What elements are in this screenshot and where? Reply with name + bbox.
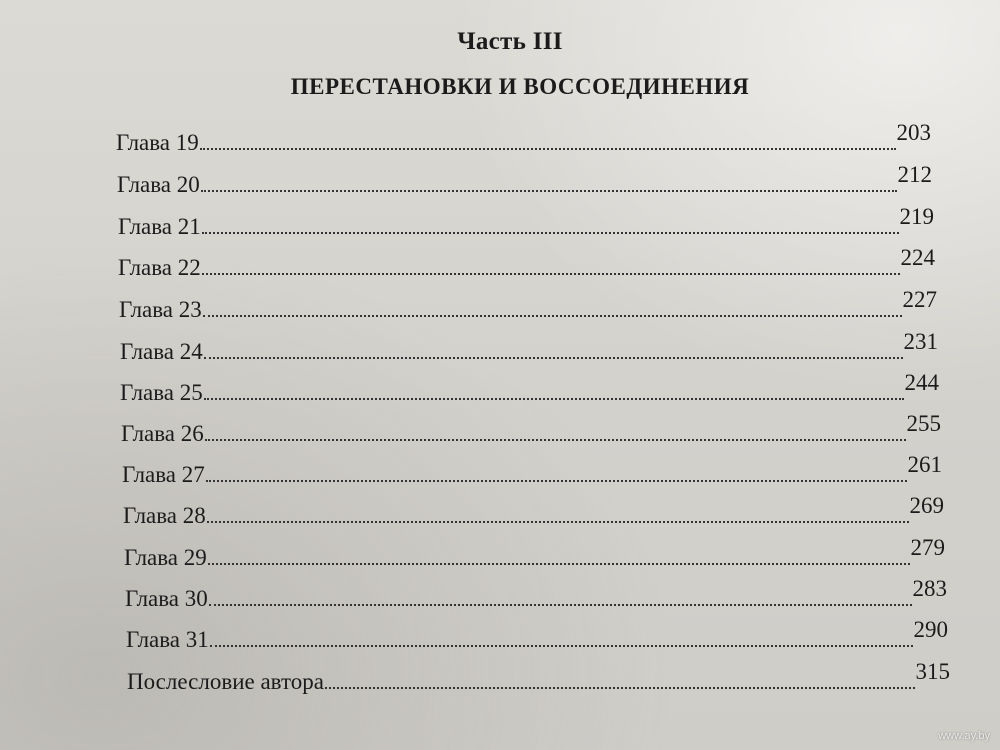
toc-entry: [120, 329, 938, 365]
toc-dot-leader: [205, 438, 906, 441]
toc-entry: [116, 120, 931, 156]
toc-entry-label: Глава 25: [120, 380, 203, 405]
toc-entry-page: 203: [896, 120, 931, 145]
toc-dot-leader: [210, 644, 913, 647]
toc-dot-leader: [207, 520, 909, 523]
toc-entry-label: Глава 20: [117, 172, 200, 197]
toc-entry: [119, 287, 937, 323]
toc-entry-page: 290: [913, 617, 948, 642]
toc-dot-leader: [202, 231, 899, 234]
toc-dot-leader: [200, 147, 896, 150]
toc-entry-page: 315: [915, 659, 950, 684]
toc-entry-page: 261: [907, 452, 942, 477]
toc-entry: [120, 370, 939, 406]
toc-dot-leader: [204, 356, 903, 359]
toc-entry-label: Глава 31: [126, 627, 209, 652]
toc-entry-label: Послесловие автора: [127, 669, 324, 694]
toc-entry: [117, 162, 932, 198]
toc-dot-leader: [325, 686, 915, 689]
toc-entry: [121, 411, 941, 447]
toc-dot-leader: [208, 562, 910, 565]
toc-entry-page: 244: [904, 370, 939, 395]
part-title: Часть III: [457, 28, 563, 55]
toc-dot-leader: [202, 272, 900, 275]
toc-entry-label: Глава 19: [116, 130, 199, 155]
toc-entry: [126, 617, 948, 653]
toc-entry-label: Глава 27: [122, 462, 205, 487]
toc-entry-label: Глава 30: [125, 586, 208, 611]
part-subtitle: ПЕРЕСТАНОВКИ И ВОССОЕДИНЕНИЯ: [290, 74, 750, 99]
toc-entry-page: 255: [906, 411, 941, 436]
toc-entry: [125, 576, 947, 612]
toc-entry-page: 231: [903, 329, 938, 354]
toc-entry-page: 283: [912, 576, 947, 601]
toc-entry: [118, 204, 934, 240]
toc-entry-label: Глава 21: [118, 214, 201, 239]
toc-dot-leader: [206, 479, 907, 482]
toc-entry-page: 212: [897, 162, 932, 187]
toc-entry: [122, 452, 942, 488]
toc-entry-label: Глава 22: [118, 255, 201, 280]
toc-entry: [118, 245, 935, 281]
toc-entry: [123, 493, 944, 529]
toc-entry-label: Глава 24: [120, 339, 203, 364]
toc-dot-leader: [201, 189, 897, 192]
toc-entry-label: Глава 29: [124, 545, 207, 570]
toc-dot-leader: [209, 603, 912, 606]
toc-entry-page: 279: [910, 535, 945, 560]
toc-entry-page: 224: [900, 245, 935, 270]
site-watermark: www.ay.by: [938, 730, 990, 742]
toc-entry-label: Глава 26: [121, 421, 204, 446]
toc-entry-page: 269: [909, 493, 944, 518]
toc-entry-label: Глава 23: [119, 297, 202, 322]
toc-dot-leader: [203, 314, 902, 317]
toc-entry: [124, 535, 945, 571]
toc-dot-leader: [204, 397, 904, 400]
toc-entry-page: 219: [899, 204, 934, 229]
toc-entry-page: 227: [902, 287, 937, 312]
toc-entry: [127, 659, 950, 695]
toc-entry-label: Глава 28: [123, 503, 206, 528]
